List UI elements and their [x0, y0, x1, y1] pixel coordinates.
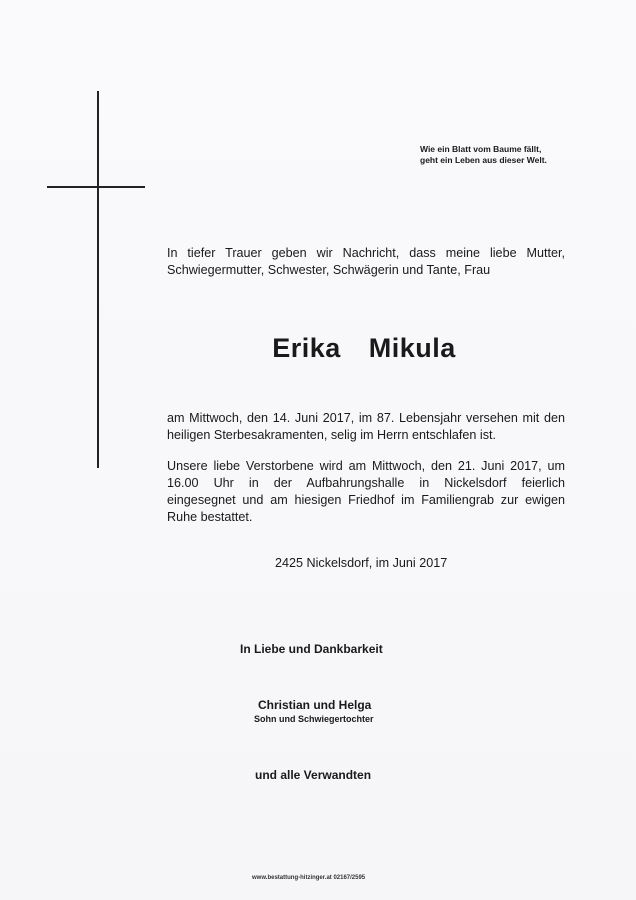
passing-line-2: heiligen Sterbesakramenten, selig im Herrn entschlafen ist. — [167, 428, 496, 442]
funeral-line-2: 16.00 Uhr in der Aufbahrungshalle in Nickelsdorf feierlich — [167, 476, 565, 490]
intro-line-1: In tiefer Trauer geben wir Nachricht, dass meine liebe Mutter, — [167, 246, 565, 260]
cross-icon-horizontal-bar — [47, 186, 145, 188]
funeral-paragraph — [167, 458, 565, 526]
passing-line-1: am Mittwoch, den 14. Juni 2017, im 87. Lebensjahr versehen mit den — [167, 411, 565, 425]
cross-icon-vertical-bar — [97, 91, 99, 468]
funeral-line-3: eingesegnet und am hiesigen Friedhof im Familiengrab zur ewigen — [167, 493, 565, 507]
intro-line-2: Schwiegermutter, Schwester, Schwägerin und Tante, Frau — [167, 263, 491, 277]
signer-relation: Sohn und Schwiegertochter — [254, 714, 374, 724]
motto-verse — [420, 144, 610, 166]
signer-names: Christian und Helga — [258, 698, 372, 712]
footer-contact: www.bestattung-hitzinger.at 02167/2595 — [252, 875, 366, 881]
funeral-line-1: Unsere liebe Verstorbene wird am Mittwoch, den 21. Juni 2017, um — [167, 459, 565, 473]
deceased-name: Erika Mikula — [272, 333, 456, 363]
funeral-line-4: Ruhe bestattet. — [167, 510, 253, 524]
passing-paragraph — [167, 410, 565, 444]
motto-line-2: geht ein Leben aus dieser Welt. — [420, 155, 547, 165]
place-date: 2425 Nickelsdorf, im Juni 2017 — [275, 556, 448, 570]
motto-line-1: Wie ein Blatt vom Baume fällt, — [420, 144, 542, 154]
closing-phrase: In Liebe und Dankbarkeit — [240, 642, 383, 656]
relatives-line: und alle Verwandten — [255, 768, 372, 782]
intro-paragraph — [167, 245, 565, 279]
